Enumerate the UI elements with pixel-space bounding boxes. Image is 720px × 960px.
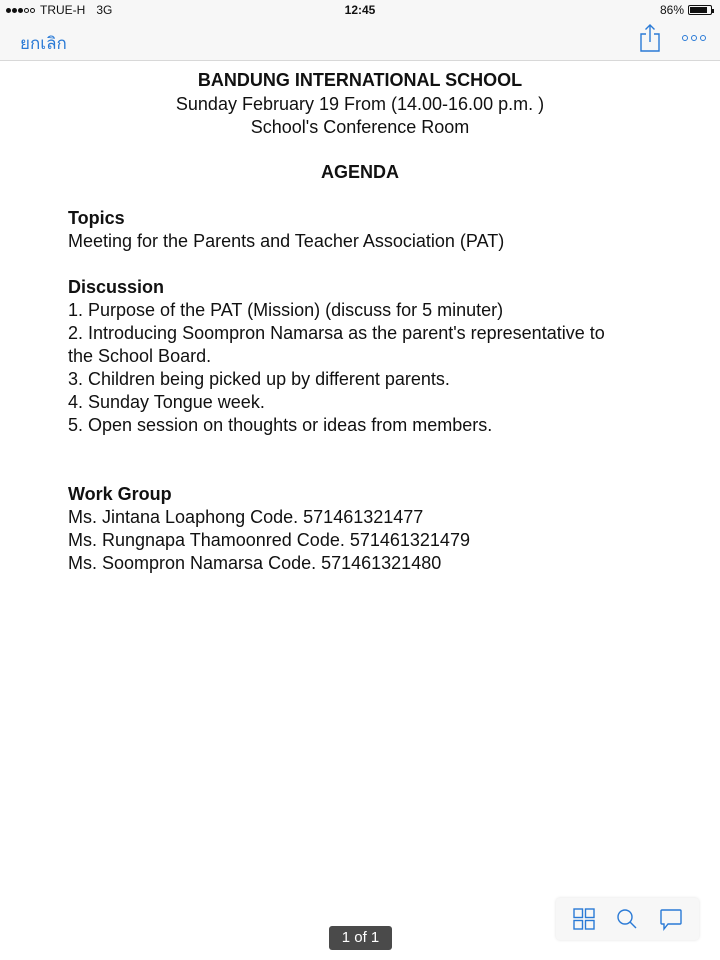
discussion-item: 2. Introducing Soompron Namarsa as the parent's representative to: [68, 323, 605, 343]
navigation-bar: [0, 20, 720, 61]
status-bar: [0, 0, 720, 20]
network-type: 3G: [96, 3, 113, 17]
discussion-item: 1. Purpose of the PAT (Mission) (discuss for 5 minuter): [68, 300, 504, 320]
discussion-item: the School Board.: [68, 346, 212, 366]
page-indicator: 1 of 1: [329, 926, 392, 950]
work-group-member: Ms. Jintana Loaphong Code. 571461321477: [68, 507, 424, 527]
work-group-member: Ms. Rungnapa Thamoonred Code. 571461321479: [68, 530, 470, 550]
work-group-heading: Work Group: [68, 484, 172, 504]
more-icon: [682, 35, 688, 41]
thumbnails-button[interactable]: [572, 907, 596, 931]
agenda-heading: AGENDA: [320, 162, 399, 182]
share-icon: [638, 23, 662, 53]
battery-icon: [688, 5, 712, 15]
more-button[interactable]: [682, 32, 708, 44]
discussion-item: 4. Sunday Tongue week.: [68, 392, 265, 412]
date-line: Sunday February 19 From (14.00-16.00 p.m. ): [175, 94, 545, 114]
carrier-name: TRUE-H: [40, 3, 86, 17]
search-icon: [615, 907, 639, 931]
topics-text: Meeting for the Parents and Teacher Association (PAT): [68, 231, 505, 251]
discussion-heading: Discussion: [68, 277, 165, 297]
bottom-toolbar: [556, 898, 699, 940]
discussion-item: 3. Children being picked up by different parents.: [68, 369, 450, 389]
location-line: School's Conference Room: [250, 117, 470, 137]
cancel-button[interactable]: ยกเลิก: [20, 34, 67, 53]
status-right: [660, 3, 712, 17]
battery-percent: 86%: [659, 3, 684, 17]
work-group-member: Ms. Soompron Namarsa Code. 571461321480: [68, 553, 442, 573]
discussion-item: 5. Open session on thoughts or ideas from members.: [68, 415, 493, 435]
topics-heading: Topics: [68, 208, 125, 228]
clock: 12:45: [344, 3, 376, 17]
share-button[interactable]: [638, 23, 662, 53]
search-button[interactable]: [615, 907, 639, 931]
thumbnails-grid-icon: [572, 907, 596, 931]
school-name: BANDUNG INTERNATIONAL SCHOOL: [197, 70, 523, 90]
comment-button[interactable]: [659, 907, 683, 931]
comment-icon: [659, 907, 683, 931]
